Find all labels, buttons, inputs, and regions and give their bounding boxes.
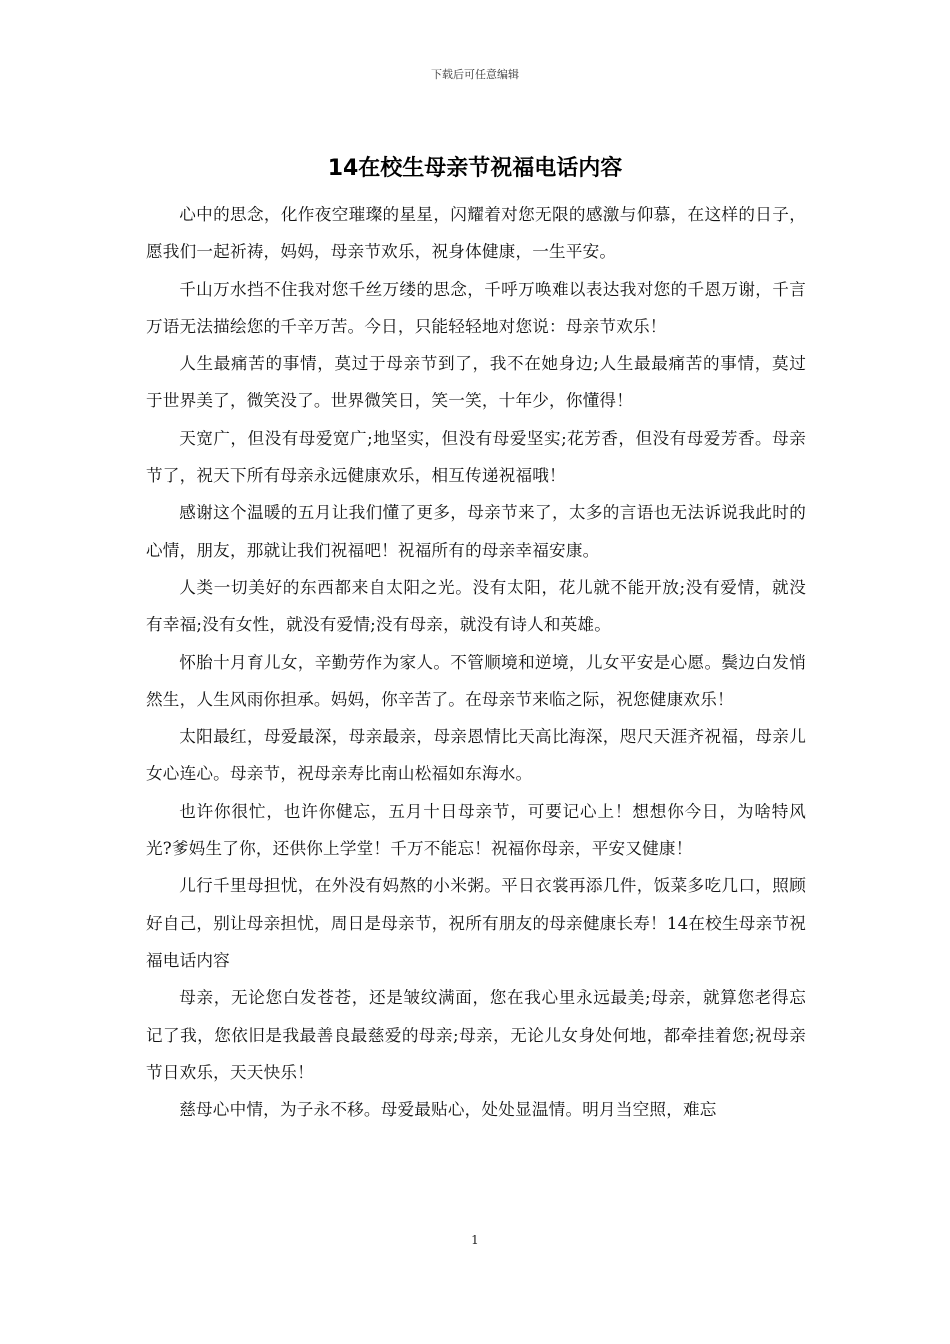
paragraph: 人生最痛苦的事情，莫过于母亲节到了，我不在她身边;人生最最痛苦的事情，莫过于世界美了，微笑没了。世界微笑日，笑一笑，十年少，你懂得！ [146, 354, 806, 411]
document-body [146, 196, 806, 1128]
paragraph: 也许你很忙，也许你健忘，五月十日母亲节，可要记心上！想想你今日，为啥特风光?爹妈生了你，还供你上学堂！千万不能忘！祝福你母亲，平安又健康！ [146, 801, 806, 859]
paragraph: 天宽广，但没有母爱宽广;地坚实，但没有母爱坚实;花芳香，但没有母爱芳香。母亲节了，祝天下所有母亲永远健康欢乐，相互传递祝福哦！ [146, 428, 806, 486]
paragraph: 儿行千里母担忧，在外没有妈熬的小米粥。平日衣裳再添几件，饭菜多吃几口，照顾好自己，别让母亲担忧，周日是母亲节，祝所有朋友的母亲健康长寿！14在校生母亲节祝福电话内容 [146, 876, 806, 970]
document-title: 14在校生母亲节祝福电话内容 [327, 156, 623, 181]
paragraph: 怀胎十月育儿女，辛勤劳作为家人。不管顺境和逆境，儿女平安是心愿。鬓边白发悄然生，人生风雨你担承。妈妈，你辛苦了。在母亲节来临之际，祝您健康欢乐！ [146, 652, 806, 709]
paragraph: 感谢这个温暖的五月让我们懂了更多，母亲节来了，太多的言语也无法诉说我此时的心情，朋友，那就让我们祝福吧！祝福所有的母亲幸福安康。 [146, 503, 806, 560]
paragraph: 母亲，无论您白发苍苍，还是皱纹满面，您在我心里永远最美;母亲，就算您老得忘记了我，您依旧是我最善良最慈爱的母亲;母亲，无论儿女身处何地，都牵挂着您;祝母亲节日欢乐，天天快乐！ [146, 988, 806, 1082]
paragraph: 心中的思念，化作夜空璀璨的星星，闪耀着对您无限的感激与仰慕，在这样的日子，愿我们一起祈祷，妈妈，母亲节欢乐，祝身体健康，一生平安。 [146, 205, 806, 262]
page-number: 1 [471, 1233, 479, 1247]
paragraph: 人类一切美好的东西都来自太阳之光。没有太阳，花儿就不能开放;没有爱情，就没有幸福;没有女性，就没有爱情;没有母亲，就没有诗人和英雄。 [146, 577, 806, 635]
paragraph: 慈母心中情，为子永不移。母爱最贴心，处处显温情。明月当空照，难忘 [179, 1100, 717, 1120]
paragraph: 千山万水挡不住我对您千丝万缕的思念，千呼万唤难以表达我对您的千恩万谢，千言万语无法描绘您的千辛万苦。今日，只能轻轻地对您说：母亲节欢乐！ [146, 279, 806, 336]
header-note: 下载后可任意编辑 [431, 68, 519, 81]
paragraph: 太阳最红，母爱最深，母亲最亲，母亲恩情比天高比海深，咫尺天涯齐祝福，母亲儿女心连心。母亲节，祝母亲寿比南山松福如东海水。 [146, 727, 806, 784]
